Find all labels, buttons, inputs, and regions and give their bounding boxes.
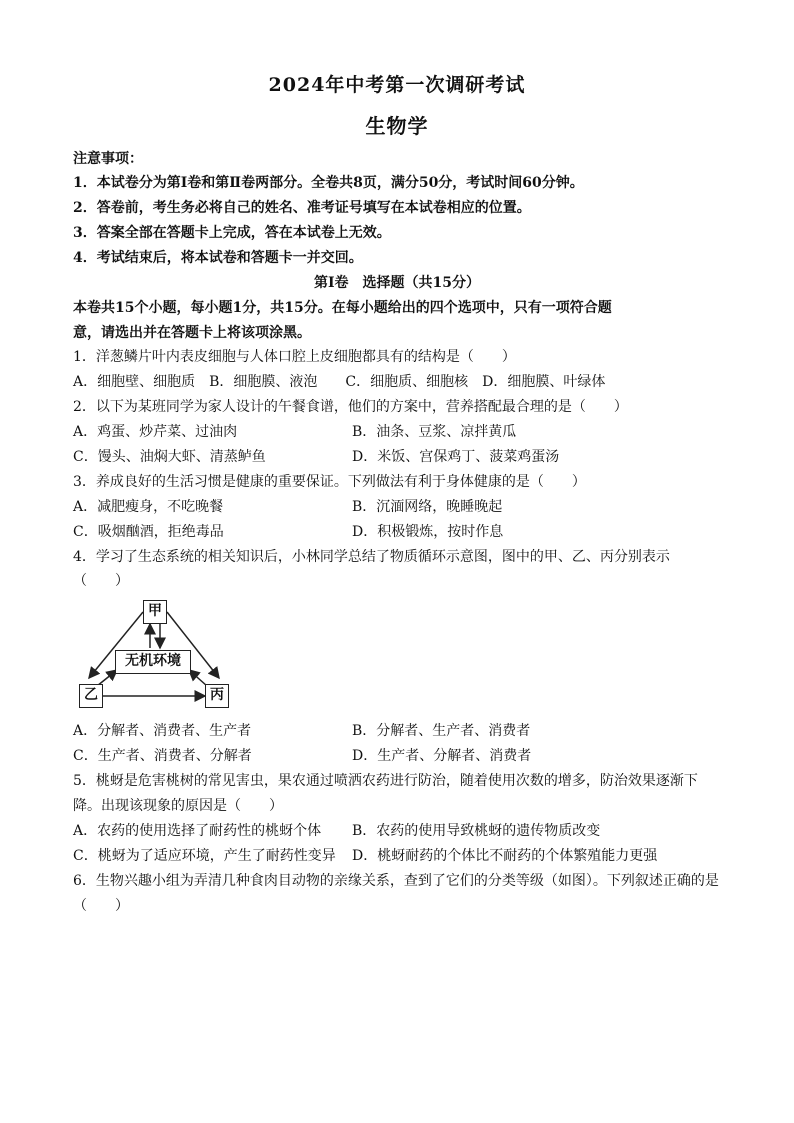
notice-item: 4．考试结束后，将本试卷和答题卡一并交回。 [73,250,363,266]
question-3-option-b: B．沉湎网络，晚睡晚起 [352,499,503,515]
exam-title: 2024年中考第一次调研考试 [268,74,526,96]
question-3-option-d: D．积极锻炼，按时作息 [352,524,504,540]
question-4-option-c: C．生产者、消费者、分解者 [73,748,252,764]
question-2-option-d: D．米饭、宫保鸡丁、菠菜鸡蛋汤 [352,449,560,465]
question-4-option-b: B．分解者、生产者、消费者 [352,723,531,739]
notice-heading: 注意事项： [73,151,143,167]
diagram-node-yi: 乙 [79,684,103,708]
question-6-stem: 6．生物兴趣小组为弄清几种食肉目动物的亲缘关系，查到了它们的分类等级（如图）。下列叙述正确的是 [73,873,719,889]
diagram-node-jia: 甲 [143,600,167,624]
question-6-stem: （ ） [73,898,129,914]
question-3-stem: 3．养成良好的生活习惯是健康的重要保证。下列做法有利于身体健康的是（ ） [73,474,586,490]
section-intro: 本卷共15个小题，每小题1分，共15分。在每小题给出的四个选项中，只有一项符合题 [73,300,612,316]
question-4-stem: （ ） [73,573,129,589]
subject-title: 生物学 [365,114,429,138]
question-4-stem: 4．学习了生态系统的相关知识后，小林同学总结了物质循环示意图，图中的甲、乙、丙分别表示 [73,549,670,565]
question-2-option-a: A．鸡蛋、炒芹菜、过油肉 [73,424,238,440]
question-3-option-c: C．吸烟酗酒，拒绝毒品 [73,524,224,540]
diagram-node-environment: 无机环境 [115,650,191,674]
notice-item: 3．答案全部在答题卡上完成，答在本试卷上无效。 [73,225,391,241]
question-5-option-d: D．桃蚜耐药的个体比不耐药的个体繁殖能力更强 [352,848,658,864]
question-2-option-b: B．油条、豆浆、凉拌黄瓜 [352,424,517,440]
question-3-option-a: A．减肥瘦身，不吃晚餐 [73,499,224,515]
question-1-stem: 1．洋葱鳞片叶内表皮细胞与人体口腔上皮细胞都具有的结构是（ ） [73,349,516,365]
question-2-option-c: C．馒头、油焖大虾、清蒸鲈鱼 [73,449,266,465]
question-4-option-a: A．分解者、消费者、生产者 [73,723,252,739]
section-heading: 第Ⅰ卷 选择题（共15分） [313,275,481,291]
question-5-option-b: B．农药的使用导致桃蚜的遗传物质改变 [352,823,601,839]
question-5-option-c: C．桃蚜为了适应环境，产生了耐药性变异 [73,848,336,864]
section-intro: 意，请选出并在答题卡上将该项涂黑。 [73,325,311,341]
question-5-stem: 降。出现该现象的原因是（ ） [73,798,283,814]
question-5-option-a: A．农药的使用选择了耐药性的桃蚜个体 [73,823,322,839]
notice-item: 1．本试卷分为第Ⅰ卷和第Ⅱ卷两部分。全卷共8页，满分50分，考试时间60分钟。 [73,175,584,191]
question-1-options: A．细胞壁、细胞质 B．细胞膜、液泡 C．细胞质、细胞核 D．细胞膜、叶绿体 [73,374,606,390]
notice-item: 2．答卷前，考生务必将自己的姓名、准考证号填写在本试卷相应的位置。 [73,200,531,216]
question-2-stem: 2．以下为某班同学为家人设计的午餐食谱，他们的方案中，营养搭配最合理的是（ ） [73,399,628,415]
question-5-stem: 5．桃蚜是危害桃树的常见害虫，果农通过喷洒农药进行防治，随着使用次数的增多，防治效果逐渐下 [73,773,698,789]
diagram-node-bing: 丙 [205,684,229,708]
question-4-option-d: D．生产者、分解者、消费者 [352,748,532,764]
material-cycle-diagram [75,598,245,710]
